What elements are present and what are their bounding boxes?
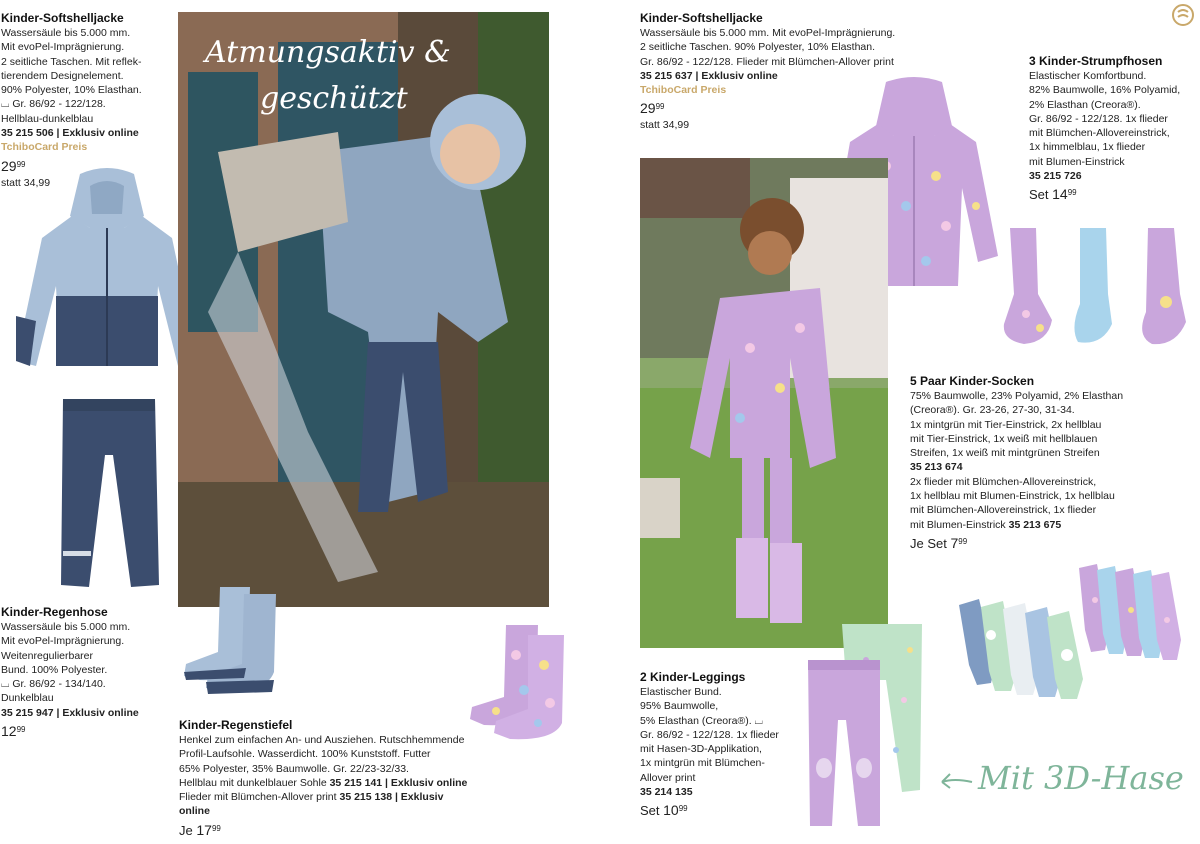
- desc-line: [910, 518, 1160, 532]
- desc-line: 1x mintgrün mit Blümchen-: [640, 757, 765, 770]
- socks-animal-image: [955, 595, 1085, 700]
- old-price: statt 34,99: [640, 119, 690, 132]
- desc-line: Streifen, 1x weiß mit mintgrünen Streifen: [910, 447, 1100, 460]
- desc-line: 1x himmelblau, 1x flieder: [1029, 141, 1146, 154]
- price: [179, 821, 519, 840]
- desc-line: mit Tier-Einstrick, 1x weiß mit hellblauen: [910, 432, 1098, 445]
- tchibocard-label: TchiboCard Preis: [1, 141, 88, 154]
- hero-script-text: [205, 30, 455, 122]
- article-number: 35 213 675: [1008, 518, 1062, 531]
- desc-line: Weitenregulierbarer: [1, 649, 94, 662]
- desc-line: 75% Baumwolle, 23% Polyamid, 2% Elasthan: [910, 390, 1124, 402]
- boots-blue-image: [180, 572, 290, 697]
- desc-line: 1x hellblau mit Blumen-Einstrick, 1x hellblau: [910, 490, 1115, 503]
- product-title: Kinder-Softshelljacke: [640, 11, 763, 25]
- desc-line: 95% Baumwolle,: [640, 700, 719, 713]
- desc-line: 2 seitliche Taschen. 90% Polyester, 10% Elasthan.: [640, 41, 876, 54]
- article-number: 35 215 141 | Exklusiv online: [329, 776, 468, 789]
- hero-photo-girl-meadow: [640, 158, 888, 648]
- desc-line: Gr. 86/92 - 122/128. 1x flieder: [640, 728, 779, 741]
- leggings-image: [806, 620, 926, 828]
- price: [910, 534, 1160, 553]
- product-right-leggings: [640, 669, 810, 820]
- socks-floral-image: [1075, 560, 1185, 664]
- desc-text: 5% Elasthan (Creora®).: [640, 714, 752, 727]
- article-number: 35 215 637 | Exklusiv online: [640, 69, 778, 82]
- price-main: 17: [196, 821, 212, 838]
- desc-line: Wassersäule bis 5.000 mm. Mit evoPel-Imprägnierung.: [640, 27, 896, 39]
- desc-line: Elastischer Bund.: [640, 686, 722, 698]
- desc-line: (Creora®). Gr. 23-26, 27-30, 31-34.: [910, 404, 1075, 417]
- desc-line: [1, 97, 176, 111]
- old-price: statt 34,99: [1, 176, 51, 189]
- product-left-jacket: [1, 10, 176, 190]
- price-main: 29: [1, 157, 17, 174]
- article-number: 35 215 138 | Exklusiv: [339, 791, 444, 804]
- desc-line: mit Blümchen-Allovereinstrick,: [1029, 127, 1170, 140]
- article-number: 35 215 947 | Exklusiv online: [1, 706, 139, 719]
- desc-line: mit Hasen-3D-Applikation,: [640, 743, 762, 756]
- desc-line: [1, 677, 176, 691]
- price-main: 29: [640, 100, 656, 117]
- desc-line: 82% Baumwolle, 16% Polyamid,: [1029, 84, 1181, 97]
- size-text: Gr. 86/92 - 122/128.: [12, 98, 106, 111]
- desc-line: tierendem Designelement.: [1, 69, 124, 82]
- desc-text: mit Blumen-Einstrick: [910, 518, 1006, 531]
- product-right-socks: [910, 373, 1160, 553]
- desc-line: Hellblau-dunkelblau: [1, 112, 94, 125]
- desc-line: mit Blümchen-Allovereinstrick, 1x flieder: [910, 504, 1097, 517]
- tchibocard-label: TchiboCard Preis: [640, 84, 727, 97]
- price-cents: 99: [211, 823, 221, 833]
- price: [1029, 185, 1199, 204]
- desc-line: Mit evoPel-Imprägnierung.: [1, 635, 125, 648]
- desc-line: Bund. 100% Polyester.: [1, 663, 108, 676]
- desc-line: 90% Polyester, 10% Elasthan.: [1, 84, 142, 97]
- price: [1, 722, 176, 741]
- product-title: 5 Paar Kinder-Socken: [910, 374, 1035, 388]
- product-title: Kinder-Regenhose: [1, 605, 108, 619]
- jacket-blue-image: [12, 166, 202, 381]
- washtub-icon: ⌴: [1, 98, 13, 111]
- variant-label: Hellblau mit dunkelblauer Sohle: [179, 776, 327, 789]
- price-prefix: Set: [1029, 187, 1049, 203]
- price-prefix: Je: [179, 822, 193, 838]
- variant-label: Flieder mit Blümchen-Allover print: [179, 791, 337, 804]
- washtub-icon: ⌴: [1, 678, 13, 691]
- hase-script-text: Mit 3D-Hase: [978, 759, 1184, 797]
- desc-line: Dunkelblau: [1, 692, 54, 705]
- desc-line: 2x flieder mit Blümchen-Allovereinstrick,: [910, 475, 1097, 488]
- price-prefix: Je Set: [910, 535, 947, 551]
- variant-tail: online: [179, 805, 210, 818]
- desc-line: Wassersäule bis 5.000 mm.: [1, 621, 131, 633]
- tchibo-logo-icon: [1172, 4, 1194, 26]
- tights-image: [996, 224, 1200, 352]
- desc-line: [640, 714, 810, 728]
- desc-line: Profil-Laufsohle. Wasserdicht. 100% Kunststoff. Futter: [179, 748, 431, 761]
- article-number: 35 215 506 | Exklusiv online: [1, 127, 139, 140]
- desc-line: Wassersäule bis 5.000 mm.: [1, 27, 131, 39]
- price-main: 7: [950, 534, 959, 551]
- price-cents: 99: [655, 102, 665, 112]
- washtub-icon: ⌴: [754, 714, 763, 727]
- desc-line: 2% Elasthan (Creora®).: [1029, 98, 1141, 111]
- article-number: 35 214 135: [640, 786, 693, 799]
- article-number: 35 215 726: [1029, 170, 1082, 183]
- price-cents: 99: [16, 159, 26, 169]
- price-main: 10: [663, 802, 679, 819]
- price-cents: 99: [1067, 188, 1077, 198]
- script-line: Atmungsaktiv &: [205, 35, 451, 70]
- desc-line: Gr. 86/92 - 122/128. 1x flieder: [1029, 112, 1168, 125]
- price-cents: 99: [16, 725, 26, 735]
- variant-line: [179, 790, 519, 804]
- product-title: 3 Kinder-Strumpfhosen: [1029, 54, 1163, 68]
- variant-line: [179, 776, 519, 790]
- desc-line: Allover print: [640, 771, 696, 784]
- product-right-tights: [1029, 53, 1199, 204]
- product-left-boots: [179, 717, 519, 840]
- desc-line: 65% Polyester, 35% Baumwolle. Gr. 22/23-32/33.: [179, 762, 409, 775]
- price-prefix: Set: [640, 803, 660, 819]
- desc-line: 1x mintgrün mit Tier-Einstrick, 2x hellblau: [910, 418, 1102, 431]
- desc-line: Elastischer Komfortbund.: [1029, 70, 1147, 82]
- product-left-pants: [1, 604, 176, 741]
- price-main: 14: [1052, 186, 1068, 203]
- desc-line: Mit evoPel-Imprägnierung.: [1, 41, 125, 54]
- desc-line: mit Blumen-Einstrick: [1029, 155, 1125, 168]
- price-cents: 99: [678, 804, 688, 814]
- script-line: geschützt: [260, 81, 408, 116]
- product-title: Kinder-Softshelljacke: [1, 11, 124, 25]
- desc-line: 2 seitliche Taschen. Mit reflek-: [1, 55, 142, 68]
- product-title: 2 Kinder-Leggings: [640, 670, 746, 684]
- price-main: 12: [1, 723, 17, 740]
- rainpants-image: [55, 395, 165, 590]
- desc-line: Gr. 86/92 - 122/128. Flieder mit Blümchen-Allover print: [640, 55, 894, 68]
- arrow-left-icon: [936, 768, 976, 798]
- price: [640, 801, 810, 820]
- article-number: 35 213 674: [910, 461, 963, 474]
- product-title: Kinder-Regenstiefel: [179, 718, 293, 732]
- desc-line: Henkel zum einfachen An- und Ausziehen. Rutschhemmende: [179, 734, 465, 746]
- price-cents: 99: [958, 536, 968, 546]
- size-text: Gr. 86/92 - 134/140.: [12, 678, 106, 691]
